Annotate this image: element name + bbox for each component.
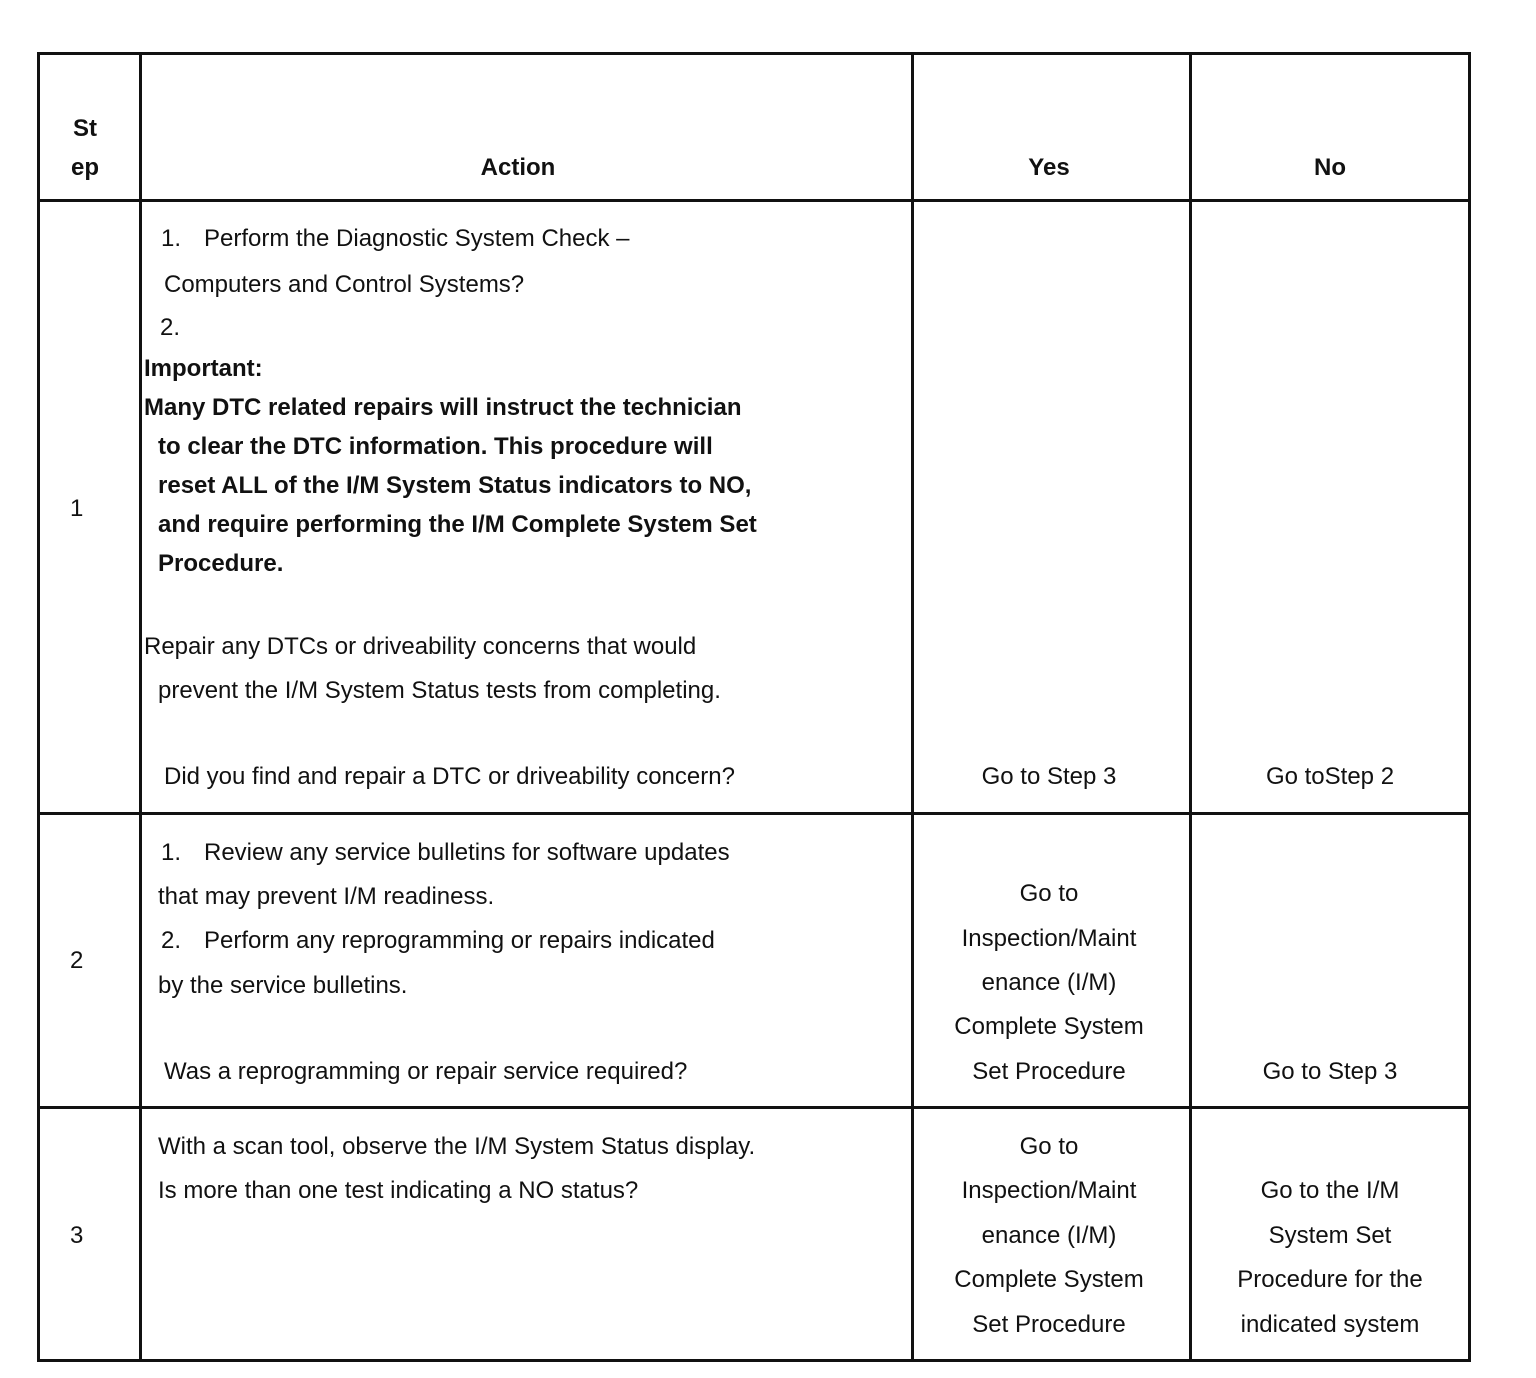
action-text: by the service bulletins.: [158, 972, 408, 999]
column-divider: [1189, 55, 1192, 1359]
row-divider: [40, 812, 1468, 815]
diagnostic-table: [37, 52, 1471, 1362]
yes-result: Go to: [1019, 880, 1079, 907]
step-number: 2: [70, 947, 84, 974]
list-number: 1.: [161, 225, 182, 252]
question-text: Is more than one test indicating a NO status?: [158, 1177, 639, 1204]
list-number: 2.: [161, 927, 182, 954]
important-text: Many DTC related repairs will instruct the technician: [144, 394, 742, 421]
header-no: No: [1314, 154, 1346, 181]
yes-result: Go to: [1019, 1133, 1079, 1160]
action-text: Review any service bulletins for software updates: [204, 839, 730, 866]
header-action: Action: [480, 154, 556, 181]
yes-result: Go to Step 3: [981, 763, 1117, 790]
action-text: that may prevent I/M readiness.: [158, 883, 495, 910]
important-text: Procedure.: [158, 550, 284, 577]
yes-result: Inspection/Maint: [961, 1177, 1137, 1204]
list-number: 1.: [161, 839, 182, 866]
no-result: indicated system: [1240, 1311, 1420, 1338]
row-divider: [40, 199, 1468, 202]
question-text: Did you find and repair a DTC or driveability concern?: [164, 763, 735, 790]
step-number: 1: [70, 495, 84, 522]
column-divider: [139, 55, 142, 1359]
step-number: 3: [70, 1222, 84, 1249]
action-text: Repair any DTCs or driveability concerns that would: [144, 633, 697, 660]
header-yes: Yes: [1028, 154, 1070, 181]
important-text: and require performing the I/M Complete System Set: [158, 511, 757, 538]
header-step-line2: ep: [70, 154, 99, 181]
no-result: Go toStep 2: [1265, 763, 1395, 790]
yes-result: Set Procedure: [972, 1058, 1126, 1085]
action-text: Perform the Diagnostic System Check –: [204, 225, 630, 252]
action-text: With a scan tool, observe the I/M System Status display.: [158, 1133, 756, 1160]
yes-result: Inspection/Maint: [961, 925, 1137, 952]
important-text: to clear the DTC information. This procedure will: [158, 433, 713, 460]
yes-result: Set Procedure: [972, 1311, 1126, 1338]
no-result: Go to Step 3: [1262, 1058, 1398, 1085]
no-result: Procedure for the: [1237, 1266, 1423, 1293]
list-number: 2.: [160, 314, 181, 341]
action-text: prevent the I/M System Status tests from completing.: [158, 677, 721, 704]
yes-result: enance (I/M): [981, 969, 1117, 996]
important-text: reset ALL of the I/M System Status indicators to NO,: [158, 472, 752, 499]
row-divider: [40, 1106, 1468, 1109]
action-text: Perform any reprogramming or repairs indicated: [204, 927, 715, 954]
yes-result: enance (I/M): [981, 1222, 1117, 1249]
column-divider: [911, 55, 914, 1359]
important-label: Important:: [144, 355, 263, 382]
question-text: Was a reprogramming or repair service required?: [164, 1058, 688, 1085]
action-text: Computers and Control Systems?: [164, 271, 525, 298]
yes-result: Complete System: [954, 1266, 1144, 1293]
no-result: System Set: [1268, 1222, 1392, 1249]
no-result: Go to the I/M: [1260, 1177, 1400, 1204]
yes-result: Complete System: [954, 1013, 1144, 1040]
header-step-line1: St: [73, 115, 97, 142]
